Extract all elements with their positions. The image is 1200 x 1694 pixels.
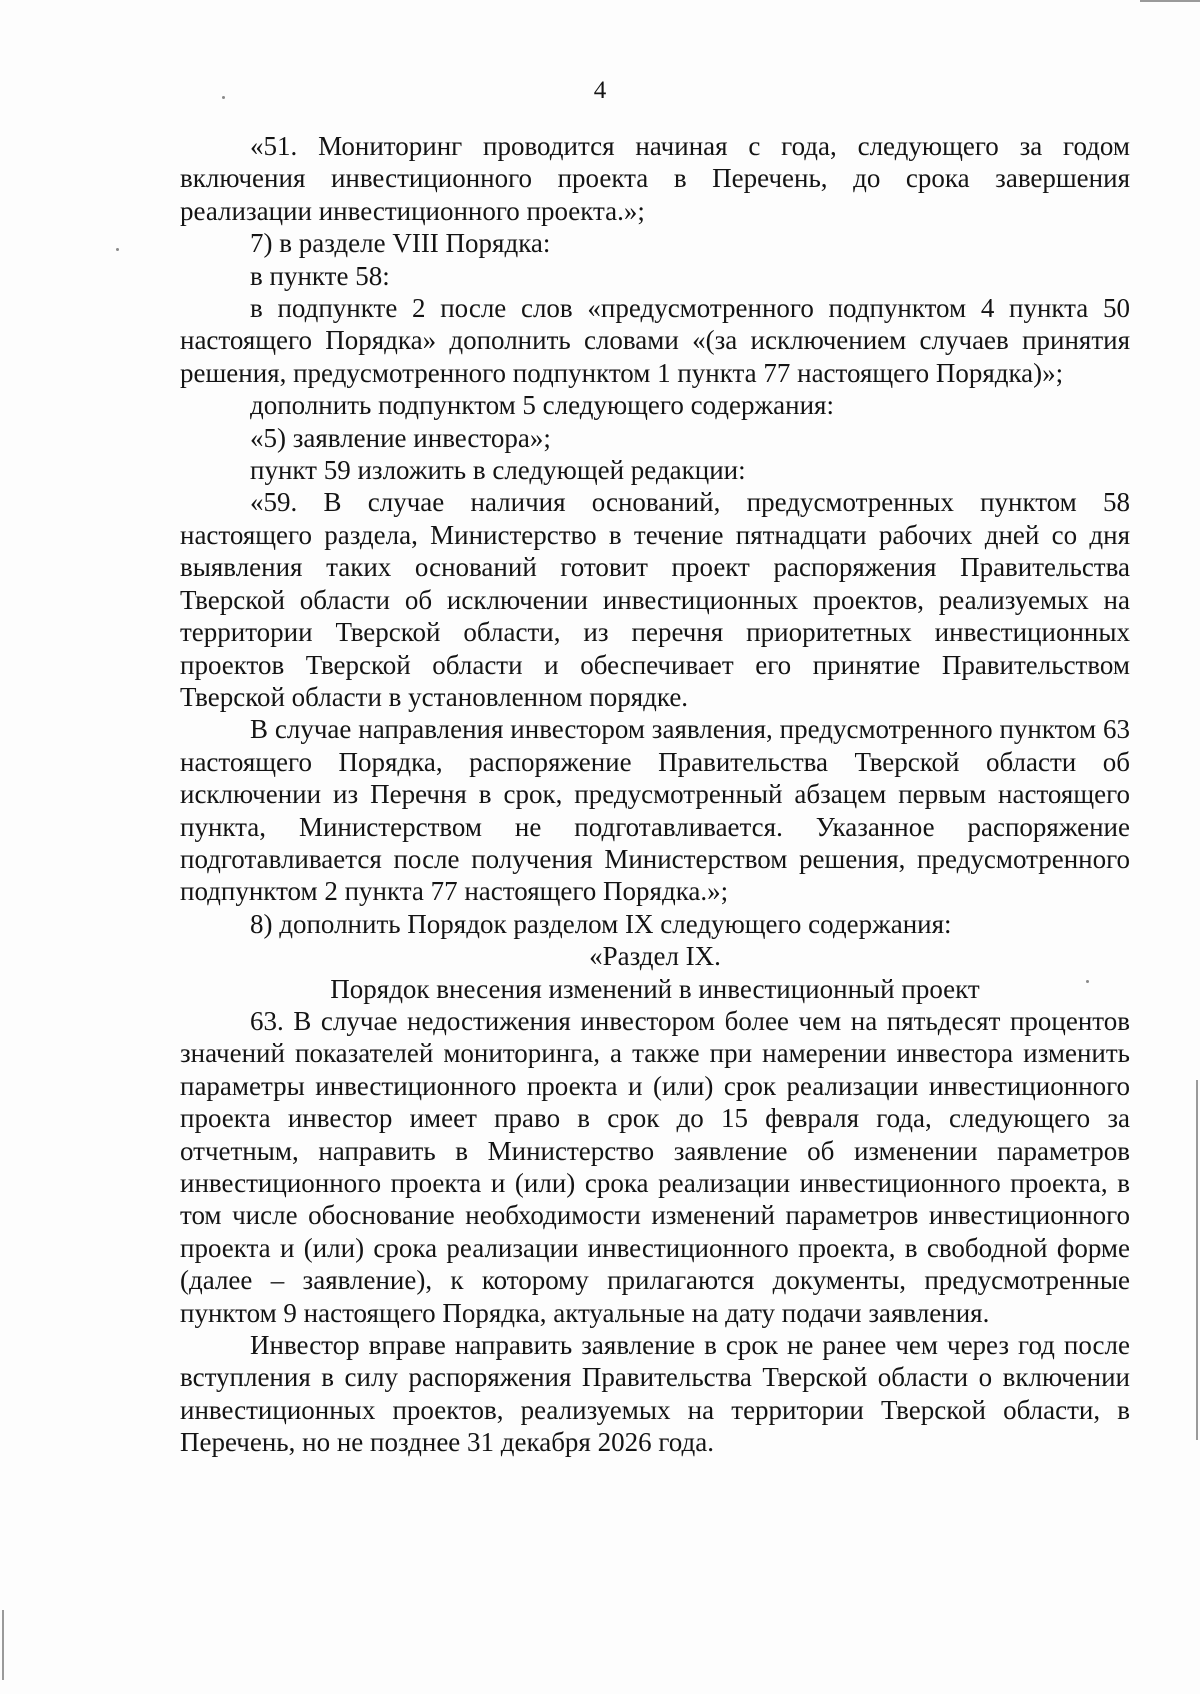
scan-edge-right	[1196, 1080, 1198, 1440]
paragraph-59-second: В случае направления инвестором заявления, предусмотренного пунктом 63 настоящего Порядка, распоряжение Правительства Тверской области об исключении из Перечня в срок, предусмотренный абзацем первым настоящего пункта, Министерством не подготавливается. Указанное распоряжение подготавливается после получения Министерством решения, предусмотренного подпунктом 2 пункта 77 настоящего Порядка.»;	[180, 714, 1130, 907]
paragraph-59: «59. В случае наличия оснований, предусмотренных пунктом 58 настоящего раздела, Министерство в течение пятнадцати рабочих дней со дня выявления таких оснований готовит проект распоряжения Правительства Тверской области об исключении инвестиционных проектов, реализуемых на территории Тверской области, из перечня приоритетных инвестиционных проектов Тверской области и обеспечивает его принятие Правительством Тверской области в установленном порядке.	[180, 487, 1130, 712]
scan-edge-left	[2, 1610, 4, 1680]
paragraph-63-second: Инвестор вправе направить заявление в срок не ранее чем через год после вступления в силу распоряжения Правительства Тверской области о включении инвестиционных проектов, реализуемых на территории Тверской области, в Перечень, но не позднее 31 декабря 2026 года.	[180, 1330, 1130, 1458]
subpoint-5-intro: дополнить подпунктом 5 следующего содержания:	[250, 390, 834, 421]
page-number: 4	[593, 77, 607, 104]
section-heading-title: Порядок внесения изменений в инвестиционный проект	[330, 973, 980, 1004]
section-heading-number: «Раздел IX.	[589, 941, 721, 972]
scan-edge-top-right	[1140, 0, 1200, 2]
paragraph-51: «51. Мониторинг проводится начиная с года, следующего за годом включения инвестиционного проекта в Перечень, до срока завершения реализации инвестиционного проекта.»;	[180, 131, 1130, 226]
item-7: 7) в разделе VIII Порядка:	[250, 228, 551, 259]
paragraph-63: 63. В случае недостижения инвестором более чем на пятьдесят процентов значений показателей мониторинга, а также при намерении инвестора изменить параметры инвестиционного проекта и (или) срок реализации инвестиционного проекта инвестор имеет право в срок до 15 февраля года, следующего за отчетным, направить в Министерство заявление об изменении параметров инвестиционного проекта и (или) срока реализации инвестиционного проекта, в том числе обоснование необходимости изменений параметров инвестиционного проекта и (или) срока реализации инвестиционного проекта, в свободной форме (далее – заявление), к которому прилагаются документы, предусмотренные пунктом 9 настоящего Порядка, актуальные на дату подачи заявления.	[180, 1005, 1130, 1328]
subpoint-2-amendment: в подпункте 2 после слов «предусмотренного подпунктом 4 пункта 50 настоящего Порядка» дополнить словами «(за исключением случаев принятия решения, предусмотренного подпунктом 1 пункта 77 настоящего Порядка)»;	[180, 293, 1130, 388]
item-point-58: в пункте 58:	[250, 260, 390, 291]
item-8: 8) дополнить Порядок разделом IX следующего содержания:	[250, 908, 952, 939]
document-body	[180, 130, 1130, 1459]
subpoint-5-text: «5) заявление инвестора»;	[250, 422, 551, 453]
point-59-intro: пункт 59 изложить в следующей редакции:	[250, 455, 746, 486]
scan-speck	[116, 248, 119, 251]
